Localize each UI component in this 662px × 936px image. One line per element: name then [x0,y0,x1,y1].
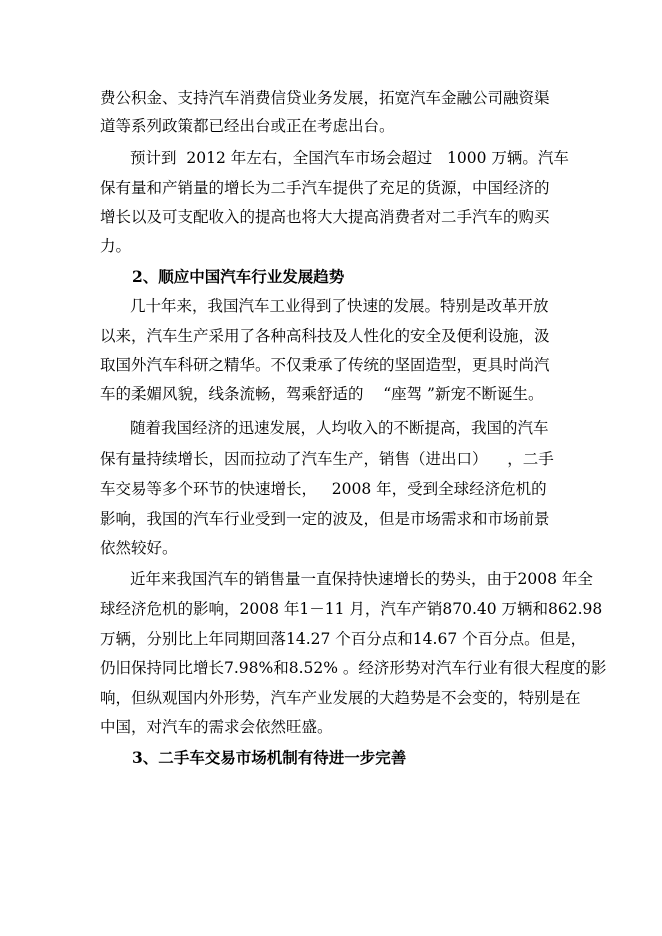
text-line: 以来，汽车生产采用了各种高科技及人性化的安全及便利设施，汲 [100,327,550,345]
text-line: 万辆，分别比上年同期回落14.27 个百分点和14.67 个百分点。但是， [100,630,587,648]
text-line: 道等系列政策都已经出台或正在考虑出台。 [100,117,395,135]
text-line: 预计到 2012 年左右，全国汽车市场会超过 1000 万辆。汽车 [130,149,569,167]
text-line: 近年来我国汽车的销售量一直保持快速增长的势头，由于2008 年全 [130,570,593,588]
text-line: 球经济危机的影响，2008 年1－11 月，汽车产销870.40 万辆和862.98 [100,600,603,618]
text-line: 保有量持续增长，因而拉动了汽车生产，销售（进出口） ，二手 [100,450,554,468]
text-line: 保有量和产销量的增长为二手汽车提供了充足的货源，中国经济的 [100,179,550,197]
text-line: 力。 [100,237,132,255]
text-line: 增长以及可支配收入的提高也将大大提高消费者对二手汽车的购买 [100,208,550,226]
text-line: 响，但纵观国内外形势，汽车产业发展的大趋势是不会变的，特别是在 [100,689,581,707]
text-line: 依然较好。 [100,539,178,557]
text-line: 仍旧保持同比增长7.98%和8.52% 。经济形势对汽车行业有很大程度的影 [100,659,607,677]
text-line: 影响，我国的汽车行业受到一定的波及，但是市场需求和市场前景 [100,510,550,528]
text-line: 中国，对汽车的需求会依然旺盛。 [100,718,333,736]
section-heading: 3、二手车交易市场机制有待进一步完善 [132,748,407,767]
text-line: 车交易等多个环节的快速增长， 2008 年，受到全球经济危机的 [100,480,547,498]
section-heading: 2、顺应中国汽车行业发展趋势 [132,267,345,286]
text-line: 随着我国经济的迅速发展，人均收入的不断提高，我国的汽车 [130,419,549,437]
text-line: 费公积金、支持汽车消费信贷业务发展，拓宽汽车金融公司融资渠 [100,89,550,107]
text-line: 取国外汽车科研之精华。不仅秉承了传统的坚固造型，更具时尚汽 [100,356,550,374]
text-line: 几十年来，我国汽车工业得到了快速的发展。特别是改革开放 [130,297,549,315]
text-line: 车的柔媚风貌，线条流畅，驾乘舒适的 “座驾 ”新宠不断诞生。 [100,385,544,403]
